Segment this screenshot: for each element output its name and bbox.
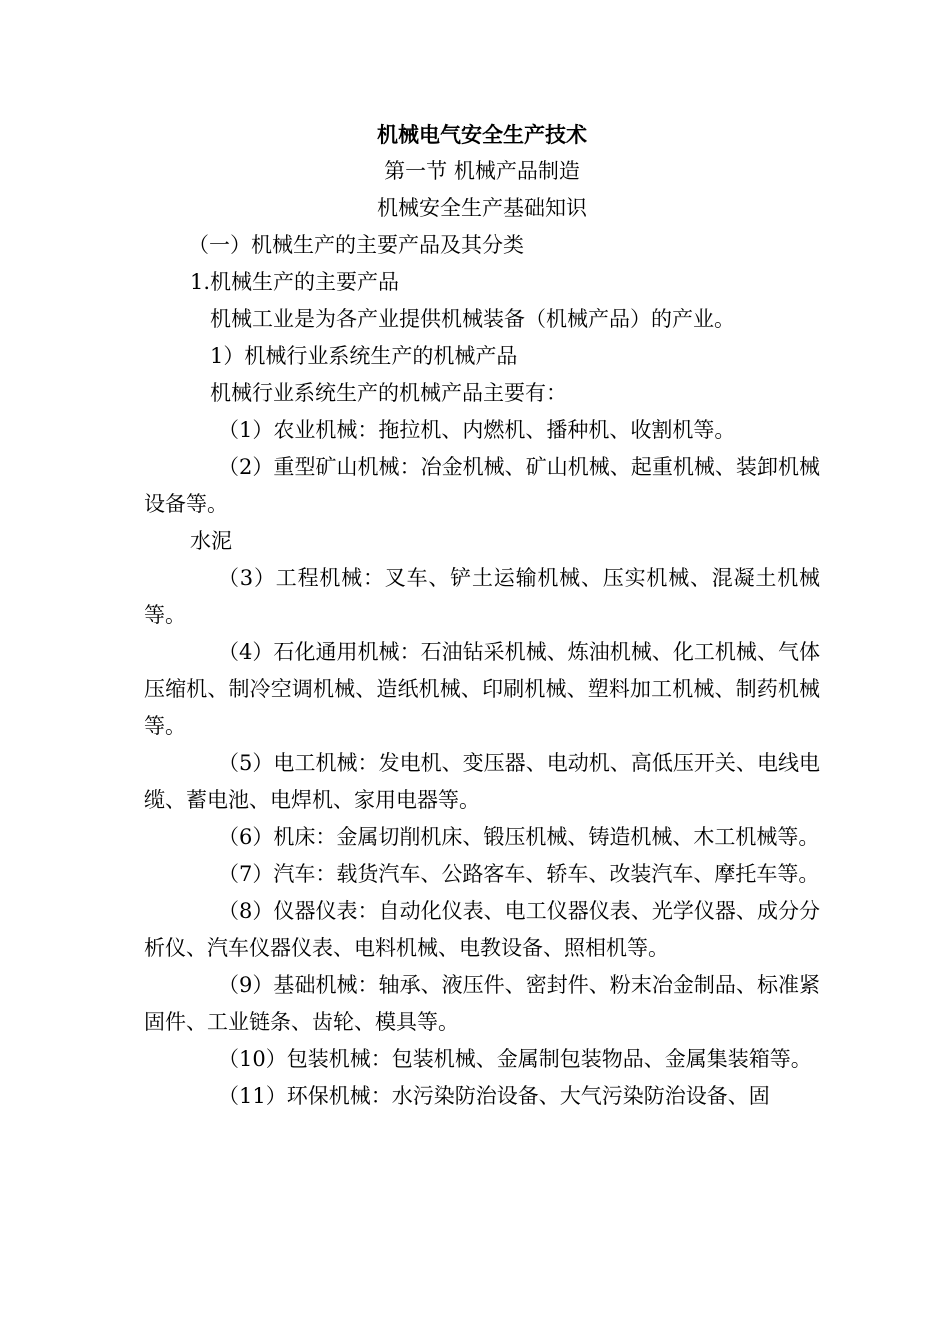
list-item: （7）汽车：载货汽车、公路客车、轿车、改装汽车、摩托车等。: [218, 862, 820, 886]
list-item: （2）重型矿山机械：冶金机械、矿山机械、起重机械、装卸机械设备等。: [144, 455, 820, 516]
list-item: （9）基础机械：轴承、液压件、密封件、粉末冶金制品、标准紧固件、工业链条、齿轮、模具等。: [144, 973, 820, 1034]
list-item: （11）环保机械：水污染防治设备、大气污染防治设备、固: [218, 1084, 770, 1108]
heading-level-1: （一）机械生产的主要产品及其分类: [188, 233, 524, 257]
stray-text: 水泥: [190, 529, 232, 553]
lead-paragraph: 机械行业系统生产的机械产品主要有：: [210, 381, 567, 405]
list-item: （6）机床：金属切削机床、锻压机械、铸造机械、木工机械等。: [218, 825, 820, 849]
list-item: （3）工程机械：叉车、铲土运输机械、压实机械、混凝土机械等。: [144, 566, 820, 627]
list-item: （10）包装机械：包装机械、金属制包装物品、金属集装箱等。: [218, 1047, 812, 1071]
document-title: 机械电气安全生产技术: [377, 122, 587, 147]
intro-paragraph: 机械工业是为各产业提供机械装备（机械产品）的产业。: [210, 307, 735, 331]
list-item: （5）电工机械：发电机、变压器、电动机、高低压开关、电线电缆、蓄电池、电焊机、家用电器等。: [144, 751, 820, 812]
section-heading: 第一节 机械产品制造: [384, 159, 580, 183]
list-item: （8）仪器仪表：自动化仪表、电工仪器仪表、光学仪器、成分分析仪、汽车仪器仪表、电料机械、电教设备、照相机等。: [144, 899, 820, 960]
list-item: （1）农业机械：拖拉机、内燃机、播种机、收割机等。: [218, 418, 736, 442]
document-body: [144, 116, 820, 1115]
subsection-heading: 机械安全生产基础知识: [377, 196, 587, 220]
list-item: （4）石化通用机械：石油钻采机械、炼油机械、化工机械、气体压缩机、制冷空调机械、造纸机械、印刷机械、塑料加工机械、制药机械等。: [144, 640, 820, 738]
heading-level-2: 1.机械生产的主要产品: [190, 270, 400, 294]
heading-level-3: 1）机械行业系统生产的机械产品: [210, 344, 518, 368]
